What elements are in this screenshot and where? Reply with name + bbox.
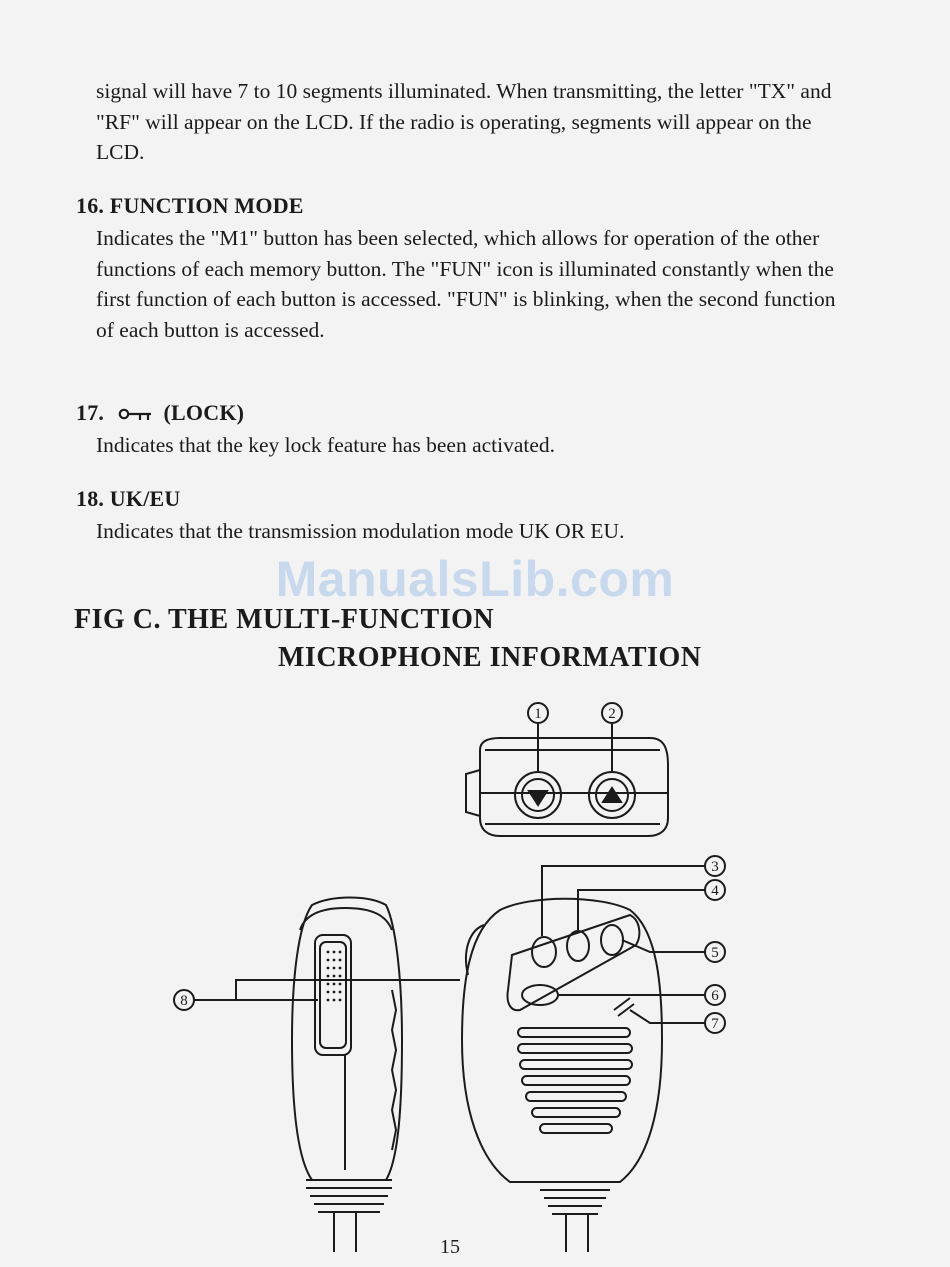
section-18-heading: 18. UK/EU (76, 486, 181, 511)
button-5 (601, 925, 623, 955)
button-7 (614, 998, 634, 1016)
callout-label-5: 5 (711, 945, 719, 961)
callout-label-6: 6 (711, 988, 719, 1004)
button-4 (567, 931, 589, 961)
button-6 (522, 985, 558, 1005)
button-3 (532, 937, 556, 967)
callout-label-7: 7 (711, 1016, 719, 1032)
microphone-diagram (0, 690, 950, 1267)
callout-label-1: 1 (534, 706, 542, 722)
figure-title-line-1: FIG C. THE MULTI-FUNCTION (74, 604, 495, 635)
callout-label-8: 8 (180, 993, 188, 1009)
intro-paragraph: signal will have 7 to 10 segments illuminated. When transmitting, the letter "TX" and "RF" will appear on the LCD. If the radio is operating, segments will appear on the LCD. (96, 79, 832, 164)
section-16-heading: 16. FUNCTION MODE (76, 193, 304, 218)
page-number: 15 (440, 1236, 460, 1258)
section-17-number: 17. (76, 400, 105, 425)
microphone-side-view (292, 898, 402, 1253)
callout-label-3: 3 (711, 859, 719, 875)
section-17-heading (76, 400, 244, 426)
section-17-body: Indicates that the key lock feature has been activated. (96, 433, 556, 457)
section-18-body: Indicates that the transmission modulation mode UK OR EU. (96, 519, 625, 543)
up-arrow-icon (603, 788, 621, 802)
figure-title-line-2: MICROPHONE INFORMATION (278, 642, 702, 673)
microphone-front-view (462, 899, 662, 1252)
callout-label-2: 2 (608, 706, 616, 722)
microphone-top-view (466, 724, 668, 836)
section-17-label: (LOCK) (163, 400, 245, 425)
callout-markers (174, 703, 725, 1033)
section-16-body: Indicates the "M1" button has been selected, which allows for operation of the other functions of each memory button. The "FUN" icon is illuminated constantly when the first function of each button is accessed. "FUN" is blinking, when the second function of each button is accessed. (96, 226, 836, 342)
watermark: ManualsLib.com (275, 551, 675, 607)
callout-label-4: 4 (711, 883, 719, 899)
key-icon (118, 408, 154, 422)
down-arrow-icon (529, 791, 547, 805)
